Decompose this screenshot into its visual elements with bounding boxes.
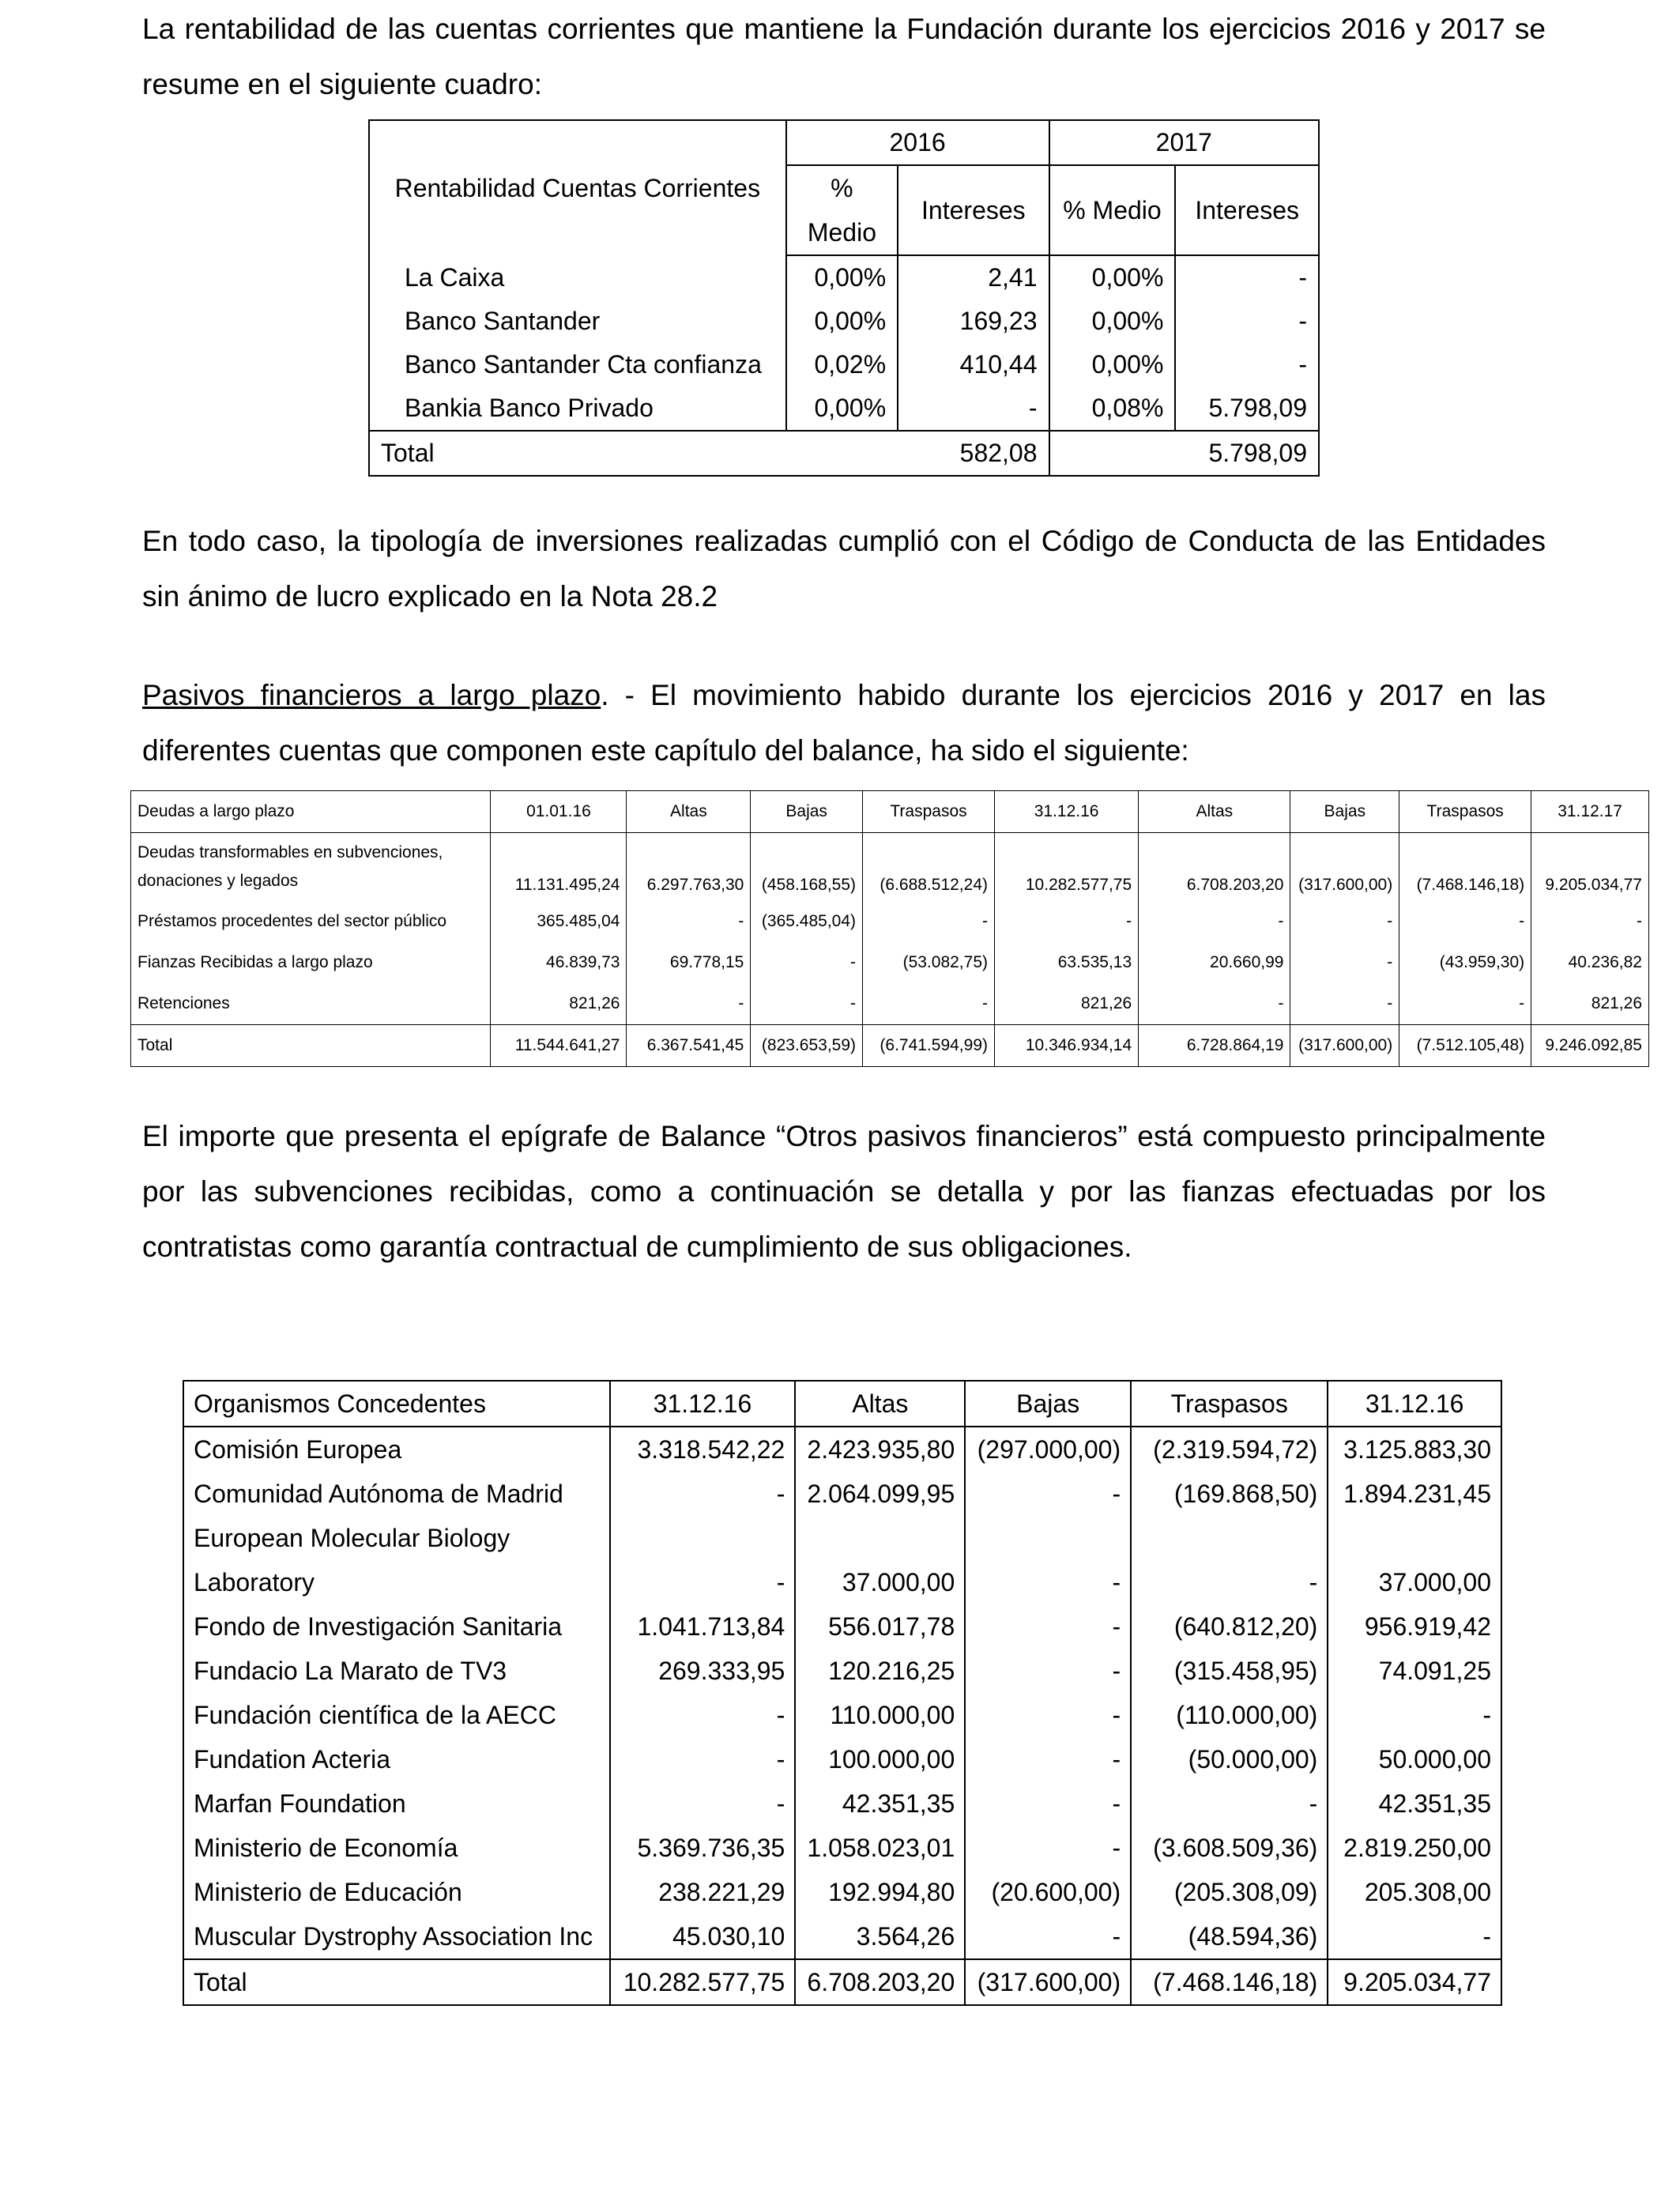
- year-2017-header: 2017: [1049, 120, 1319, 165]
- table-row: Deudas transformables en subvenciones, donaciones y legados 11.131.495,24 6.297.763,30 (458.168,55) (6.688.512,24) 10.282.577,75 6.708.203,20 (317.600,00) (7.468.146,18) 9.205.034,77: [131, 833, 1649, 902]
- liabilities-paragraph: Pasivos financieros a largo plazo. - El movimiento habido durante los ejercicios 2016 y 2017 en las diferentes cuentas que componen este capítulo del balance, ha sido el siguiente:: [142, 679, 1546, 767]
- table-row: Marfan Foundation - 42.351,35 - - 42.351,35: [183, 1781, 1501, 1826]
- int-2016-header: Intereses: [898, 165, 1049, 255]
- pct-2016-header: % Medio: [786, 165, 898, 255]
- table-header: Deudas a largo plazo 01.01.16 Altas Bajas Traspasos 31.12.16 Altas Bajas Traspasos 31.12.17: [131, 791, 1649, 833]
- table-row: Fondo de Investigación Sanitaria 1.041.713,84 556.017,78 - (640.812,20) 956.919,42: [183, 1604, 1501, 1649]
- pct-2017-header: % Medio: [1049, 165, 1176, 255]
- year-2016-header: 2016: [786, 120, 1049, 165]
- table-row: Ministerio de Economía 5.369.736,35 1.058.023,01 - (3.608.509,36) 2.819.250,00: [183, 1826, 1501, 1870]
- table-row: Retenciones 821,26 - - - 821,26 - - - 821,26: [131, 983, 1649, 1025]
- table-header: Organismos Concedentes 31.12.16 Altas Bajas Traspasos 31.12.16: [183, 1381, 1501, 1427]
- total-row: Total 11.544.641,27 6.367.541,45 (823.653,59) (6.741.594,99) 10.346.934,14 6.728.864,19 (317.600,00) (7.512.105,48) 9.246.092,85: [131, 1025, 1649, 1067]
- table-row: Banco Santander 0,00% 169,23 0,00% -: [369, 300, 1319, 343]
- table-row: Banco Santander Cta confianza 0,02% 410,44 0,00% -: [369, 343, 1319, 386]
- compliance-paragraph: En todo caso, la tipología de inversiones realizadas cumplió con el Código de Conducta de las Entidades sin ánimo de lucro explicado en la Nota 28.2: [142, 525, 1546, 613]
- table-row: Préstamos procedentes del sector público 365.485,04 - (365.485,04) - - - - - -: [131, 901, 1649, 942]
- table-row: Fundation Acteria - 100.000,00 - (50.000,00) 50.000,00: [183, 1737, 1501, 1781]
- table-row: European Molecular Biology: [183, 1516, 1501, 1560]
- other-liabilities-paragraph: El importe que presenta el epígrafe de Balance “Otros pasivos financieros” está compuesto principalmente por las subvenciones recibidas, como a continuación se detalla y por las fianzas efectuadas por los contratistas como garantía contractual de cumplimiento de sus obligaciones.: [142, 1120, 1546, 1263]
- long-term-debt-table: [130, 790, 1649, 1067]
- table-row: Comunidad Autónoma de Madrid - 2.064.099,95 - (169.868,50) 1.894.231,45: [183, 1472, 1501, 1516]
- table-row: Comisión Europea 3.318.542,22 2.423.935,80 (297.000,00) (2.319.594,72) 3.125.883,30: [183, 1427, 1501, 1472]
- table-row: Laboratory - 37.000,00 - - 37.000,00: [183, 1560, 1501, 1604]
- section-heading: Pasivos financieros a largo plazo: [142, 679, 601, 711]
- total-row: Total 10.282.577,75 6.708.203,20 (317.600,00) (7.468.146,18) 9.205.034,77: [183, 1959, 1501, 2005]
- table-row: Fianzas Recibidas a largo plazo 46.839,73 69.778,15 - (53.082,75) 63.535,13 20.660,99 - (43.959,30) 40.236,82: [131, 942, 1649, 983]
- table-row: Ministerio de Educación 238.221,29 192.994,80 (20.600,00) (205.308,09) 205.308,00: [183, 1870, 1501, 1914]
- total-row: Total 582,08 5.798,09: [369, 431, 1319, 476]
- intro-paragraph: La rentabilidad de las cuentas corrientes que mantiene la Fundación durante los ejercicios 2016 y 2017 se resume en el siguiente cuadro:: [142, 13, 1546, 100]
- table-row: Bankia Banco Privado 0,00% - 0,08% 5.798,09: [369, 386, 1319, 431]
- int-2017-header: Intereses: [1175, 165, 1319, 255]
- table-label: Rentabilidad Cuentas Corrientes: [369, 120, 786, 255]
- table-row: Muscular Dystrophy Association Inc 45.030,10 3.564,26 - (48.594,36) -: [183, 1914, 1501, 1959]
- granting-bodies-table: [183, 1380, 1502, 2006]
- table-row: La Caixa 0,00% 2,41 0,00% -: [369, 255, 1319, 300]
- table-row: Fundacio La Marato de TV3 269.333,95 120.216,25 - (315.458,95) 74.091,25: [183, 1649, 1501, 1693]
- table-row: Fundación científica de la AECC - 110.000,00 - (110.000,00) -: [183, 1693, 1501, 1737]
- current-accounts-table: [368, 119, 1320, 477]
